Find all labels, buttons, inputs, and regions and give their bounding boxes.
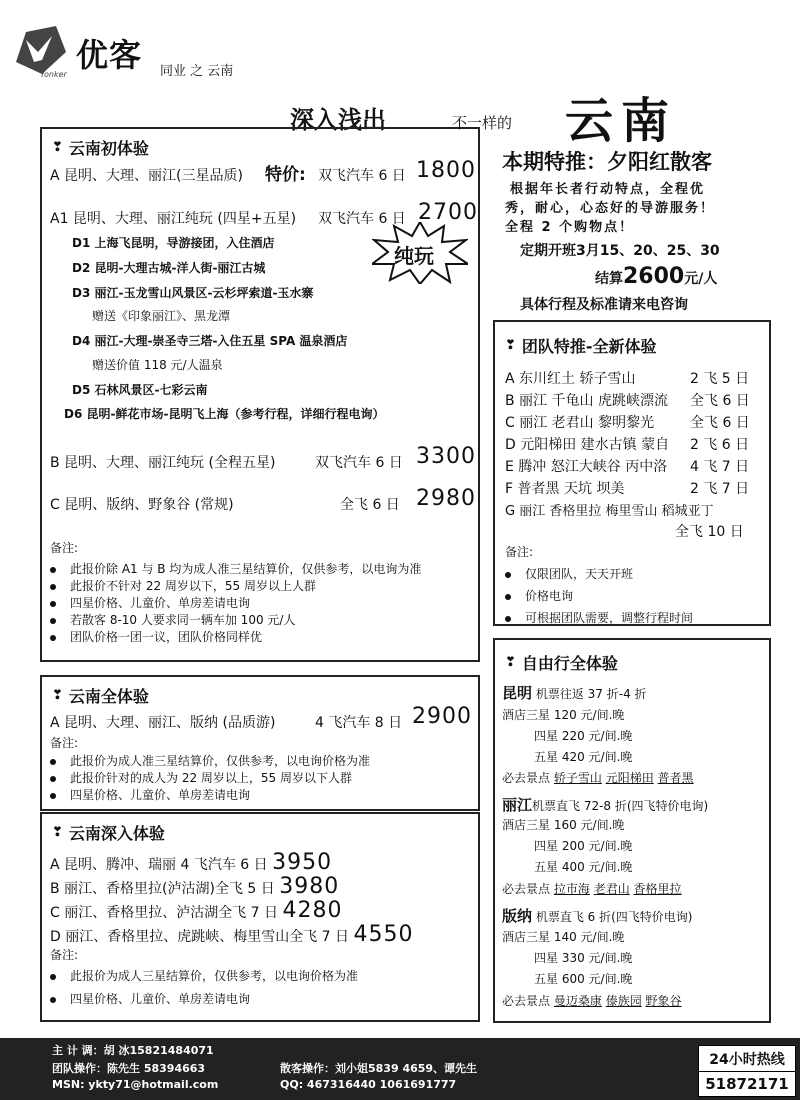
bullet-icon: [50, 567, 56, 573]
must-see: 必去景点 曼迈桑康 傣族园 野象谷: [502, 994, 682, 1008]
featured-price-row: 结算2600元/人: [595, 264, 718, 289]
day-1: D1 上海飞昆明，导游接团，入住酒店: [72, 236, 275, 250]
note-item: 此报价不针对 22 周岁以下，55 周岁以上人群: [50, 577, 316, 594]
featured-desc-1: 根据年长者行动特点，全程优: [510, 182, 706, 197]
city-kunming: 昆明 机票往返 37 折-4 折: [502, 684, 647, 702]
route-a1: A1 昆明、大理、丽江纯玩 (四星+五星): [50, 211, 297, 227]
day-3: D3 丽江-玉龙雪山风景区-云杉坪索道-玉水寨: [72, 286, 314, 300]
bullet-icon: [50, 793, 56, 799]
burst-label: 纯玩: [394, 244, 434, 268]
bullet-icon: ❣: [505, 338, 516, 353]
bullet-icon: [50, 997, 56, 1003]
footer-team-ops: 团队操作：陈先生 58394663: [52, 1062, 206, 1075]
must-see: 必去景点 轿子雪山 元阳梯田 普者黑: [502, 771, 694, 785]
notes-label: 备注:: [50, 948, 79, 962]
bullet-icon: [505, 616, 511, 622]
team-route: G 丽江 香格里拉 梅里雪山 稻城亚丁: [505, 504, 714, 519]
bullet-icon: [505, 572, 511, 578]
hotel-price: 酒店三星 140 元/间.晚: [502, 930, 625, 944]
hotline-box: [698, 1045, 796, 1097]
hotline-number: 51872171: [705, 1075, 789, 1093]
section-title: [505, 651, 618, 674]
section-title-text: 自由行全体验: [521, 654, 618, 673]
footer-individual-ops: 散客操作：刘小姐5839 4659、谭先生: [280, 1062, 478, 1075]
note-item: 四星价格、儿童价、单房差请电询: [50, 990, 250, 1007]
headline-main: 深入浅出: [290, 106, 386, 134]
note-item: 仅限团队，天天开班: [505, 565, 633, 582]
team-route: A 东川红土 轿子雪山: [505, 371, 636, 387]
bullet-icon: [50, 974, 56, 980]
team-route-days: 2 飞 7 日: [690, 481, 750, 497]
notes-label: 备注:: [50, 541, 79, 555]
logo-name: 优客: [76, 36, 143, 74]
bullet-icon: [50, 584, 56, 590]
special-tag: 特价:: [265, 165, 306, 185]
bullet-icon: [50, 601, 56, 607]
footer-coordinator: 主 计 调：胡 冰15821484071: [52, 1044, 214, 1057]
route-c: C 昆明、版纳、野象谷 (常规): [50, 497, 234, 513]
hotel-price: 四星 220 元/间.晚: [534, 729, 633, 743]
day-2: D2 昆明-大理古城-洋人街-丽江古城: [72, 261, 266, 275]
day-5: D5 石林风景区-七彩云南: [72, 383, 208, 397]
deep-route: C 丽江、香格里拉、泸沽湖全飞 7 日 4280: [50, 898, 343, 923]
note-item: 四星价格、儿童价、单房差请电询: [50, 786, 250, 803]
bullet-icon: ❣: [52, 688, 63, 703]
route-a-transport: 4 飞汽车 8 日: [315, 715, 403, 731]
route-c-transport: 全飞 6 日: [340, 497, 400, 513]
route-b-transport: 双飞汽车 6 日: [315, 455, 403, 471]
section-title-text: 云南初体验: [68, 139, 149, 158]
note-item: 此报价除 A1 与 B 均为成人准三星结算价，仅供参考，以电询为准: [50, 560, 421, 577]
route-a-price: 2900: [412, 704, 472, 729]
route-a1-transport: 双飞汽车 6 日: [318, 211, 406, 227]
team-route-days: 2 飞 6 日: [690, 437, 750, 453]
day-3-note: 赠送《印象丽江》、黑龙潭: [92, 309, 231, 323]
bullet-icon: ❣: [505, 655, 516, 670]
featured-consult: 具体行程及标准请来电咨询: [520, 297, 688, 313]
note-item: 四星价格、儿童价、单房差请电询: [50, 594, 250, 611]
city-lijiang: 丽江机票直飞 72-8 折(四飞特价电询): [502, 796, 709, 814]
route-a-transport: 双飞汽车 6 日: [318, 168, 406, 184]
section-title: [505, 334, 657, 357]
team-route: F 普者黑 天坑 坝美: [505, 481, 625, 497]
route-a1-price: 2700: [418, 200, 478, 225]
featured-price: 2600: [623, 264, 685, 289]
day-4-note: 赠送价值 118 元/人温泉: [92, 358, 223, 372]
featured-dates: 定期开班3月15、20、25、30: [520, 243, 720, 259]
hotel-price: 五星 400 元/间.晚: [534, 860, 633, 874]
route-b: B 昆明、大理、丽江纯玩 (全程五星): [50, 455, 276, 471]
featured-desc-3: 全程 2 个购物点！: [505, 220, 635, 235]
section-title-text: 云南深入体验: [68, 824, 165, 843]
hotel-price: 五星 420 元/间.晚: [534, 750, 633, 764]
bullet-icon: ❣: [52, 825, 63, 840]
headline-sub: 不一样的: [452, 114, 513, 132]
hotel-price: 四星 200 元/间.晚: [534, 839, 633, 853]
bullet-icon: [50, 618, 56, 624]
team-route-days: 全飞 6 日: [690, 415, 750, 431]
footer-qq: QQ: 467316440 1061691777: [280, 1078, 457, 1091]
team-route: B 丽江 千龟山 虎跳峡漂流: [505, 393, 668, 409]
hotel-price: 酒店三星 160 元/间.晚: [502, 818, 625, 832]
section-title: [52, 821, 165, 844]
team-route-days: 全飞 10 日: [675, 524, 744, 540]
bullet-icon: [50, 776, 56, 782]
note-item: 价格电询: [505, 587, 573, 604]
logo-english: Yonker: [40, 70, 67, 79]
notes-label: 备注:: [505, 545, 534, 559]
route-a-price: 1800: [416, 158, 476, 183]
note-item: 若散客 8-10 人要求同一辆车加 100 元/人: [50, 611, 295, 628]
hotel-price: 酒店三星 120 元/间.晚: [502, 708, 625, 722]
note-item: 可根据团队需要，调整行程时间: [505, 609, 693, 626]
team-route: D 元阳梯田 建水古镇 蒙自: [505, 437, 670, 453]
deep-route: B 丽江、香格里拉(泸沽湖)全飞 5 日 3980: [50, 874, 340, 899]
deep-route: A 昆明、腾冲、瑞丽 4 飞汽车 6 日 3950: [50, 850, 333, 875]
hotline-label: 24小时热线: [699, 1049, 795, 1072]
featured-desc-2: 秀，耐心，心态好的导游服务！: [505, 201, 716, 216]
team-route-days: 2 飞 5 日: [690, 371, 750, 387]
bullet-icon: [50, 635, 56, 641]
route-a: A 昆明、大理、丽江、版纳 (品质游): [50, 715, 276, 731]
team-route-days: 全飞 6 日: [690, 393, 750, 409]
hotel-price: 五星 600 元/间.晚: [534, 972, 633, 986]
note-item: 此报价为成人准三星结算价，仅供参考，以电询价格为准: [50, 752, 370, 769]
section-title: [52, 684, 149, 707]
deep-route: D 丽江、香格里拉、虎跳峡、梅里雪山全飞 7 日 4550: [50, 922, 414, 947]
day-6: D6 昆明-鲜花市场-昆明飞上海（参考行程，详细行程电询）: [64, 407, 385, 421]
bullet-icon: [50, 759, 56, 765]
team-route: E 腾冲 怒江大峡谷 丙中洛: [505, 459, 668, 475]
hotel-price: 四星 330 元/间.晚: [534, 951, 633, 965]
logo-subtitle: 同业 之 云南: [160, 64, 234, 79]
bullet-icon: [505, 594, 511, 600]
city-banna: 版纳 机票直飞 6 折(四飞特价电询): [502, 907, 693, 925]
note-item: 此报价为成人三星结算价，仅供参考，以电询价格为准: [50, 967, 358, 984]
route-b-price: 3300: [416, 444, 476, 469]
notes-label: 备注:: [50, 736, 79, 750]
section-title-text: 云南全体验: [68, 687, 149, 706]
route-c-price: 2980: [416, 486, 476, 511]
section-title: [52, 136, 149, 159]
team-route-days: 4 飞 7 日: [690, 459, 750, 475]
headline-yunnan: 云南: [565, 93, 678, 149]
featured-title: 本期特推：夕阳红散客: [502, 150, 712, 174]
note-item: 团队价格一团一议，团队价格同样优: [50, 628, 262, 645]
team-route: C 丽江 老君山 黎明黎光: [505, 415, 655, 431]
route-a: A 昆明、大理、丽江(三星品质): [50, 168, 243, 184]
must-see: 必去景点 拉市海 老君山 香格里拉: [502, 882, 682, 896]
footer-msn: MSN: ykty71@hotmail.com: [52, 1078, 219, 1091]
day-4: D4 丽江-大理-崇圣寺三塔-入住五星 SPA 温泉酒店: [72, 334, 348, 348]
bullet-icon: ❣: [52, 140, 63, 155]
section-title-text: 团队特推-全新体验: [521, 337, 657, 356]
note-item: 此报价针对的成人为 22 周岁以上，55 周岁以下人群: [50, 769, 352, 786]
